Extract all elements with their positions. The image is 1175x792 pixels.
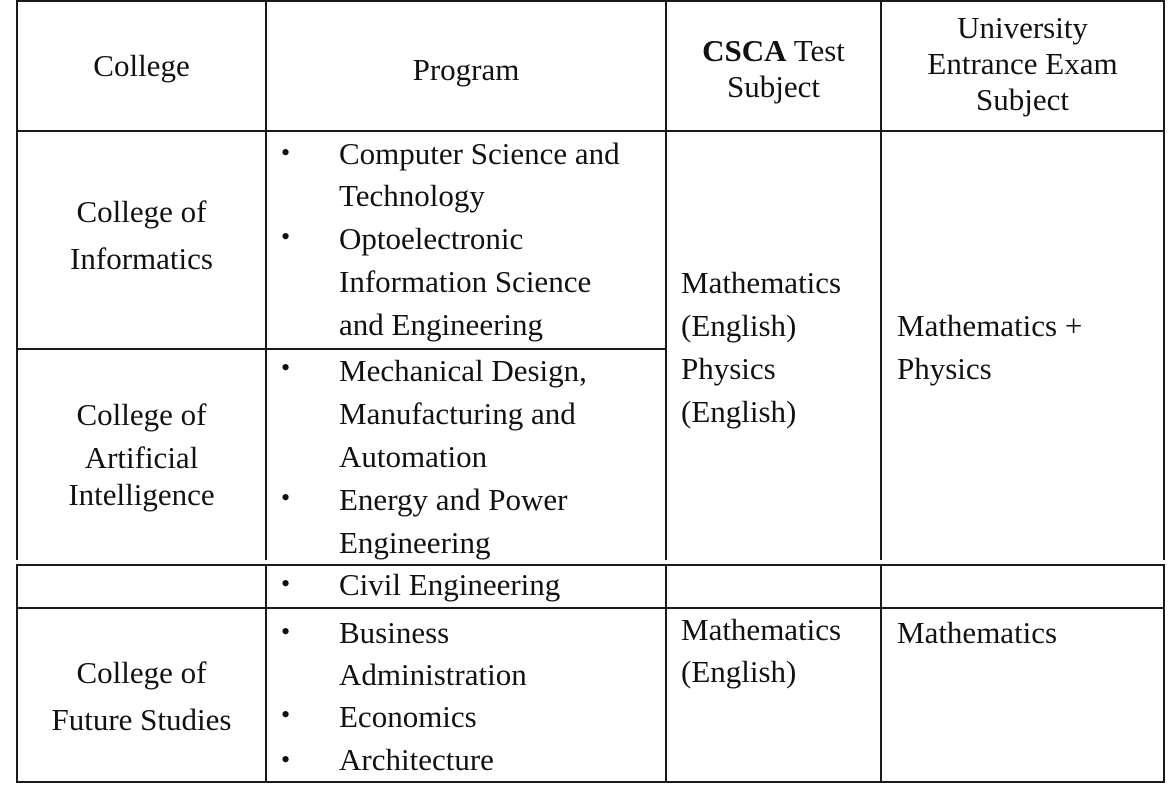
col-divider-1-lower <box>265 564 267 783</box>
bullet-icon: • <box>281 617 291 646</box>
row-divider-civil-future <box>16 607 1165 609</box>
program-mechanical-design: Mechanical Design, Manufacturing and Automation <box>339 353 587 474</box>
csca-subjects-informatics-ai: Mathematics (English) Physics (English) <box>681 265 842 429</box>
header-program: Program <box>412 52 520 87</box>
uee-subjects-future-studies: Mathematics <box>897 615 1058 650</box>
program-architecture: Architecture <box>339 742 494 777</box>
college-informatics: College of Informatics <box>70 194 213 276</box>
bullet-icon: • <box>281 745 291 774</box>
bullet-icon: • <box>281 353 291 382</box>
program-civil-engineering: Civil Engineering <box>339 567 561 602</box>
csca-subjects-future-studies: Mathematics (English) <box>681 612 842 689</box>
program-energy-power: Energy and Power Engineering <box>339 482 568 560</box>
program-business-administration: Business Administration <box>339 615 527 692</box>
uee-subjects-informatics-ai: Mathematics + Physics <box>897 308 1083 386</box>
bullet-icon: • <box>281 700 291 729</box>
program-economics: Economics <box>339 699 477 734</box>
col-border-right-lower <box>1163 564 1165 783</box>
col-divider-3-lower <box>880 564 882 783</box>
program-computer-science: Computer Science and Technology <box>339 136 620 213</box>
bullet-icon: • <box>281 569 291 598</box>
bullet-icon: • <box>281 483 291 512</box>
bullet-icon: • <box>281 222 291 251</box>
bullet-icon: • <box>281 138 291 167</box>
header-university-entrance-exam-subject: University Entrance Exam Subject <box>927 10 1118 117</box>
college-future-studies: College of Future Studies <box>51 655 232 737</box>
header-college: College <box>93 48 190 83</box>
table-border-bottom <box>16 781 1165 783</box>
col-divider-2-lower <box>665 564 667 783</box>
college-artificial-intelligence: College of Artificial Intelligence <box>68 396 215 512</box>
csca-label: CSCA <box>702 33 787 68</box>
header-csca-test-subject: CSCA Test Subject <box>702 33 845 104</box>
col-border-right <box>1163 0 1165 560</box>
program-optoelectronic: Optoelectronic Information Science and Engineering <box>339 221 592 342</box>
section-break-top <box>16 564 1165 566</box>
